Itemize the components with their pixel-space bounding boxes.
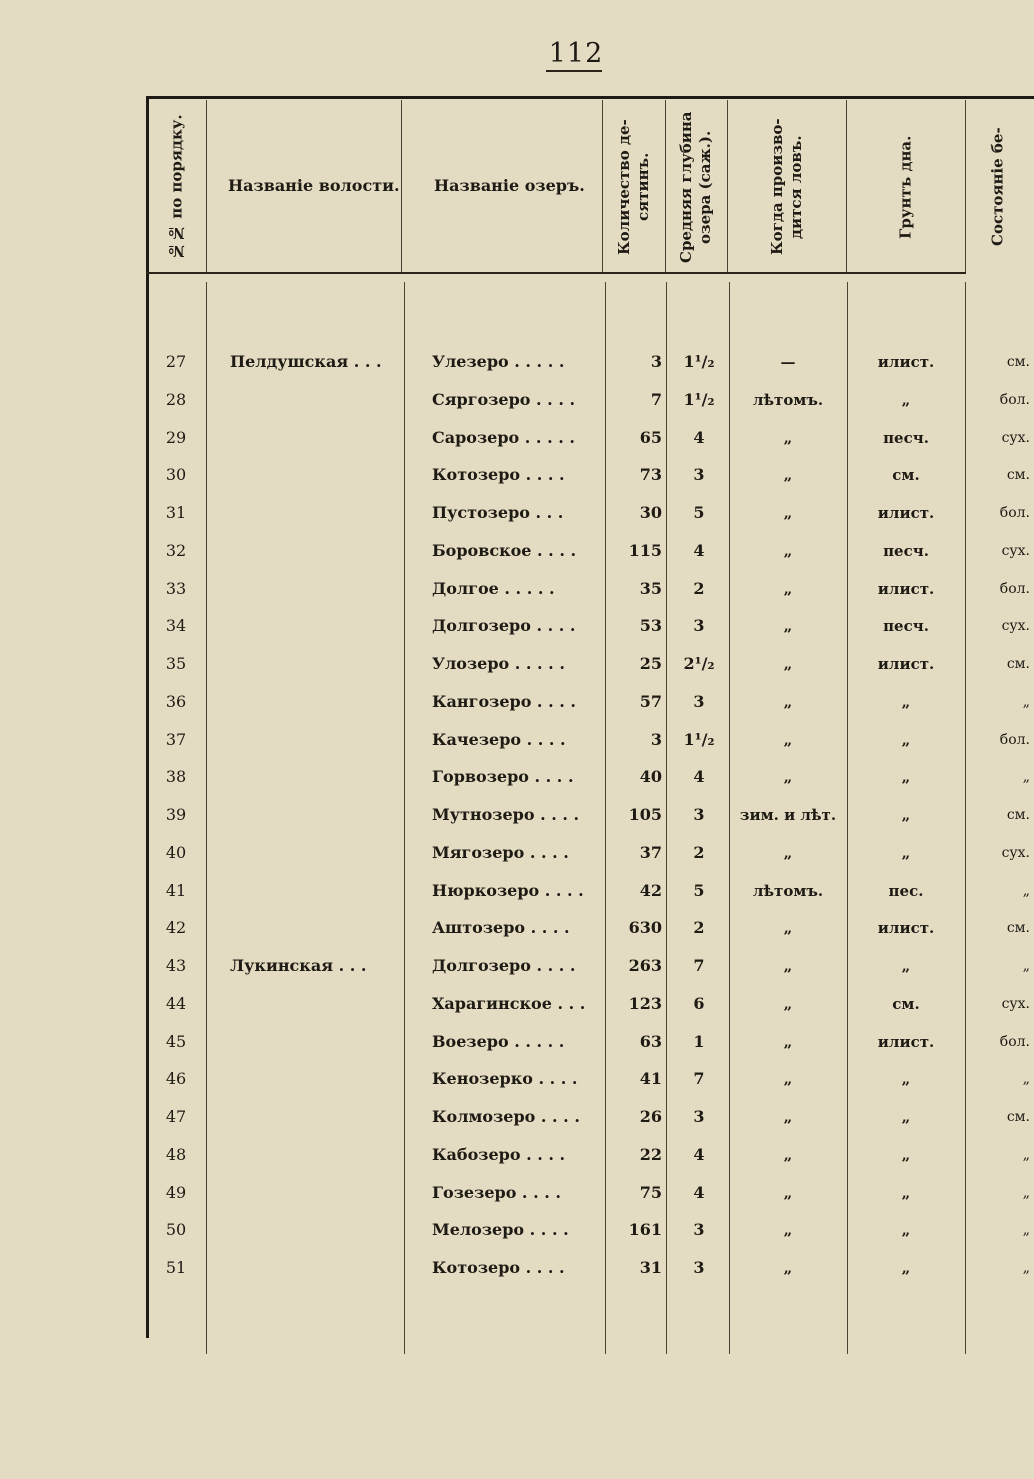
cell-soil: илист. [877, 1032, 935, 1051]
header-soil: Грунтъ дна. [896, 135, 915, 239]
cell-when: „ [783, 1145, 793, 1164]
cell-soil: „ [901, 390, 911, 409]
cell-when: „ [783, 843, 793, 862]
cell-depth: 3 [693, 1220, 705, 1240]
cell-lake: Горвозеро . . . . [432, 767, 574, 787]
cell-area: 22 [639, 1144, 662, 1164]
cell-when: лѣтомъ. [752, 390, 824, 409]
cell-depth: 2¹/₂ [683, 654, 715, 673]
cell-shore: „ [1022, 882, 1030, 899]
cell-when: „ [783, 692, 793, 711]
cell-lake: Харагинское . . . [432, 993, 586, 1013]
cell-depth: 4 [693, 1182, 705, 1202]
table-row [0, 494, 1034, 532]
cell-shore: „ [1022, 1260, 1030, 1276]
cell-no: 48 [165, 1144, 187, 1164]
cell-shore: бол. [999, 731, 1030, 748]
table-row [0, 1174, 1034, 1212]
cell-lake: Улозеро . . . . . [432, 654, 565, 673]
cell-shore: „ [1022, 1071, 1030, 1088]
cell-lake: Долгое . . . . . [432, 578, 555, 598]
cell-area: 75 [639, 1182, 662, 1202]
cell-when: „ [783, 768, 793, 787]
column-divider [727, 100, 728, 272]
table-row [0, 381, 1034, 419]
cell-depth: 2 [693, 918, 705, 938]
cell-shore: см. [1006, 1109, 1030, 1125]
cell-no: 51 [165, 1258, 187, 1277]
cell-depth: 7 [693, 1069, 705, 1089]
cell-depth: 1 [693, 1031, 705, 1051]
cell-shore: „ [1022, 1184, 1030, 1201]
cell-soil: „ [901, 1183, 911, 1202]
cell-area: 26 [639, 1107, 662, 1126]
cell-area: 105 [628, 805, 662, 824]
column-divider [965, 100, 966, 272]
cell-when: — [780, 353, 796, 371]
cell-lake: Качезеро . . . . [432, 729, 566, 749]
cell-shore: см. [1006, 920, 1030, 937]
table-row [0, 1136, 1034, 1174]
cell-when: „ [783, 617, 793, 636]
table-row [0, 796, 1034, 834]
cell-when: „ [783, 541, 793, 560]
cell-shore: „ [1022, 958, 1030, 974]
cell-lake: Сарозеро . . . . . [432, 427, 575, 447]
cell-when: „ [783, 730, 793, 749]
cell-lake: Мелозеро . . . . [432, 1220, 569, 1240]
cell-soil: см. [892, 994, 920, 1013]
table-header-rule [146, 272, 966, 274]
cell-no: 27 [165, 352, 187, 371]
cell-area: 161 [628, 1220, 662, 1240]
table-row [0, 985, 1034, 1023]
table-row [0, 909, 1034, 947]
cell-depth: 6 [693, 993, 705, 1013]
cell-lake: Кангозеро . . . . [432, 691, 576, 711]
cell-volost: Лукинская . . . [230, 956, 367, 975]
cell-no: 45 [165, 1031, 187, 1051]
table-row [0, 1249, 1034, 1287]
cell-lake: Мягозеро . . . . [432, 842, 569, 862]
cell-area: 42 [639, 880, 662, 900]
cell-no: 39 [165, 805, 187, 824]
table-row [0, 721, 1034, 759]
cell-depth: 4 [693, 540, 705, 560]
cell-shore: „ [1022, 769, 1030, 786]
header-volost: Названіе волости. [228, 176, 400, 195]
cell-area: 123 [628, 993, 662, 1013]
cell-soil: „ [901, 957, 911, 975]
cell-area: 115 [628, 540, 662, 560]
cell-depth: 3 [693, 1107, 705, 1126]
cell-depth: 4 [693, 427, 705, 447]
cell-volost: Пелдушская . . . [230, 352, 382, 371]
cell-when: лѣтомъ. [752, 881, 824, 900]
header-shore: Состояніе бе- [988, 127, 1007, 247]
cell-when: „ [783, 957, 793, 975]
cell-area: 7 [650, 389, 662, 409]
cell-soil: „ [901, 843, 911, 862]
cell-soil: „ [901, 806, 911, 824]
cell-soil: илист. [877, 353, 935, 371]
cell-depth: 1¹/₂ [683, 729, 715, 749]
table-row [0, 683, 1034, 721]
table-row [0, 456, 1034, 494]
cell-depth: 1¹/₂ [683, 352, 715, 371]
cell-area: 57 [639, 691, 662, 711]
cell-soil: илист. [877, 504, 935, 522]
table-row [0, 947, 1034, 985]
cell-shore: сух. [1001, 995, 1030, 1012]
page-number: 112 [548, 38, 604, 69]
cell-no: 50 [165, 1220, 187, 1240]
cell-area: 3 [650, 352, 662, 371]
table-row [0, 570, 1034, 608]
cell-soil: илист. [877, 579, 935, 598]
table-row [0, 1023, 1034, 1061]
header-no: №№ по порядку. [167, 114, 186, 260]
cell-no: 34 [165, 616, 187, 636]
table-row [0, 645, 1034, 683]
cell-when: „ [783, 655, 793, 673]
column-divider [602, 100, 603, 272]
cell-no: 35 [165, 654, 187, 673]
cell-shore: бол. [999, 1033, 1030, 1050]
cell-when: „ [783, 1183, 793, 1202]
cell-area: 263 [628, 956, 662, 975]
cell-no: 31 [165, 503, 187, 522]
cell-lake: Кенозерко . . . . [432, 1069, 578, 1089]
table-row [0, 532, 1034, 570]
table-row [0, 872, 1034, 910]
cell-lake: Колмозеро . . . . [432, 1107, 580, 1126]
cell-when: „ [783, 579, 793, 598]
cell-soil: „ [901, 1259, 911, 1277]
cell-area: 40 [639, 767, 662, 787]
cell-no: 32 [165, 540, 187, 560]
cell-when: „ [783, 1032, 793, 1051]
cell-depth: 3 [693, 805, 705, 824]
cell-soil: песч. [883, 541, 929, 560]
cell-depth: 2 [693, 842, 705, 862]
table-row [0, 1098, 1034, 1136]
cell-soil: см. [892, 466, 920, 485]
cell-area: 25 [639, 654, 662, 673]
cell-soil: песч. [883, 617, 929, 636]
header-when: Когда произво- дится ловъ. [768, 118, 805, 256]
cell-no: 29 [165, 427, 187, 447]
cell-no: 37 [165, 729, 187, 749]
cell-when: „ [783, 919, 793, 938]
cell-area: 41 [639, 1069, 662, 1089]
cell-area: 30 [639, 503, 662, 522]
cell-lake: Боровское . . . . [432, 540, 577, 560]
cell-shore: см. [1006, 656, 1030, 672]
cell-shore: см. [1006, 467, 1030, 484]
table-row [0, 1060, 1034, 1098]
table-row [0, 758, 1034, 796]
table-top-rule [146, 96, 1034, 99]
table-row [0, 607, 1034, 645]
column-divider [401, 100, 402, 272]
cell-depth: 5 [693, 503, 705, 522]
table-row [0, 1211, 1034, 1249]
cell-no: 30 [165, 465, 187, 485]
cell-area: 63 [639, 1031, 662, 1051]
cell-no: 41 [165, 880, 187, 900]
cell-lake: Мутнозеро . . . . [432, 805, 580, 824]
cell-shore: сух. [1001, 618, 1030, 635]
cell-lake: Сяргозеро . . . . [432, 389, 576, 409]
cell-soil: „ [901, 1145, 911, 1164]
cell-no: 40 [165, 842, 187, 862]
cell-soil: „ [901, 730, 911, 749]
cell-area: 35 [639, 578, 662, 598]
cell-no: 42 [165, 918, 187, 938]
cell-no: 36 [165, 691, 187, 711]
cell-lake: Котозеро . . . . [432, 465, 565, 485]
cell-shore: сух. [1001, 542, 1030, 559]
cell-depth: 3 [693, 465, 705, 485]
cell-soil: „ [901, 1221, 911, 1240]
cell-area: 37 [639, 842, 662, 862]
cell-shore: сух. [1001, 844, 1030, 861]
cell-shore: см. [1006, 354, 1030, 370]
cell-when: „ [783, 1221, 793, 1240]
cell-lake: Котозеро . . . . [432, 1258, 565, 1277]
cell-lake: Гозезеро . . . . [432, 1182, 561, 1202]
cell-no: 46 [165, 1069, 187, 1089]
cell-soil: „ [901, 768, 911, 787]
cell-when: „ [783, 428, 793, 447]
cell-depth: 1¹/₂ [683, 389, 715, 409]
cell-when: „ [783, 1070, 793, 1089]
cell-shore: „ [1022, 693, 1030, 710]
cell-soil: „ [901, 692, 911, 711]
cell-lake: Аштозеро . . . . [432, 918, 570, 938]
header-lake: Названіе озеръ. [434, 176, 585, 195]
cell-no: 49 [165, 1182, 187, 1202]
column-divider [206, 100, 207, 272]
cell-depth: 3 [693, 691, 705, 711]
table-row [0, 834, 1034, 872]
cell-lake: Пустозеро . . . [432, 503, 564, 522]
cell-lake: Кабозеро . . . . [432, 1144, 566, 1164]
cell-no: 28 [165, 389, 187, 409]
table-row [0, 343, 1034, 381]
cell-no: 47 [165, 1107, 187, 1126]
cell-lake: Воезеро . . . . . [432, 1031, 565, 1051]
page-number-underline [546, 70, 602, 72]
cell-no: 44 [165, 993, 187, 1013]
cell-soil: „ [901, 1108, 911, 1126]
cell-when: „ [783, 994, 793, 1013]
cell-area: 53 [639, 616, 662, 636]
cell-soil: пес. [888, 881, 924, 900]
cell-soil: илист. [877, 655, 935, 673]
cell-when: „ [783, 1259, 793, 1277]
cell-soil: „ [901, 1070, 911, 1089]
cell-no: 43 [165, 956, 187, 975]
cell-lake: Долгозеро . . . . [432, 616, 576, 636]
cell-area: 3 [650, 729, 662, 749]
cell-when: „ [783, 1108, 793, 1126]
cell-lake: Улезеро . . . . . [432, 352, 565, 371]
cell-no: 33 [165, 578, 187, 598]
header-area: Количество де- сятинъ. [615, 119, 652, 255]
cell-area: 73 [639, 465, 662, 485]
cell-soil: илист. [877, 919, 935, 938]
cell-soil: песч. [883, 428, 929, 447]
cell-shore: „ [1022, 1222, 1030, 1239]
cell-lake: Долгозеро . . . . [432, 956, 576, 975]
cell-depth: 2 [693, 578, 705, 598]
cell-depth: 5 [693, 880, 705, 900]
cell-area: 31 [639, 1258, 662, 1277]
table-row [0, 419, 1034, 457]
cell-shore: см. [1006, 807, 1030, 823]
cell-when: „ [783, 466, 793, 485]
column-divider [846, 100, 847, 272]
cell-when: зим. и лѣт. [739, 806, 837, 824]
cell-area: 65 [639, 427, 662, 447]
cell-no: 38 [165, 767, 187, 787]
cell-shore: сух. [1001, 429, 1030, 446]
cell-area: 630 [628, 918, 662, 938]
cell-depth: 4 [693, 1144, 705, 1164]
cell-when: „ [783, 504, 793, 522]
column-divider [665, 100, 666, 272]
cell-shore: бол. [999, 580, 1030, 597]
cell-shore: бол. [999, 391, 1030, 408]
cell-shore: „ [1022, 1146, 1030, 1163]
cell-depth: 7 [693, 956, 705, 975]
cell-depth: 3 [693, 1258, 705, 1277]
cell-depth: 4 [693, 767, 705, 787]
cell-depth: 3 [693, 616, 705, 636]
cell-shore: бол. [999, 505, 1030, 521]
header-depth: Средняя глубина озера (саж.). [677, 111, 714, 263]
cell-lake: Нюркозеро . . . . [432, 880, 584, 900]
